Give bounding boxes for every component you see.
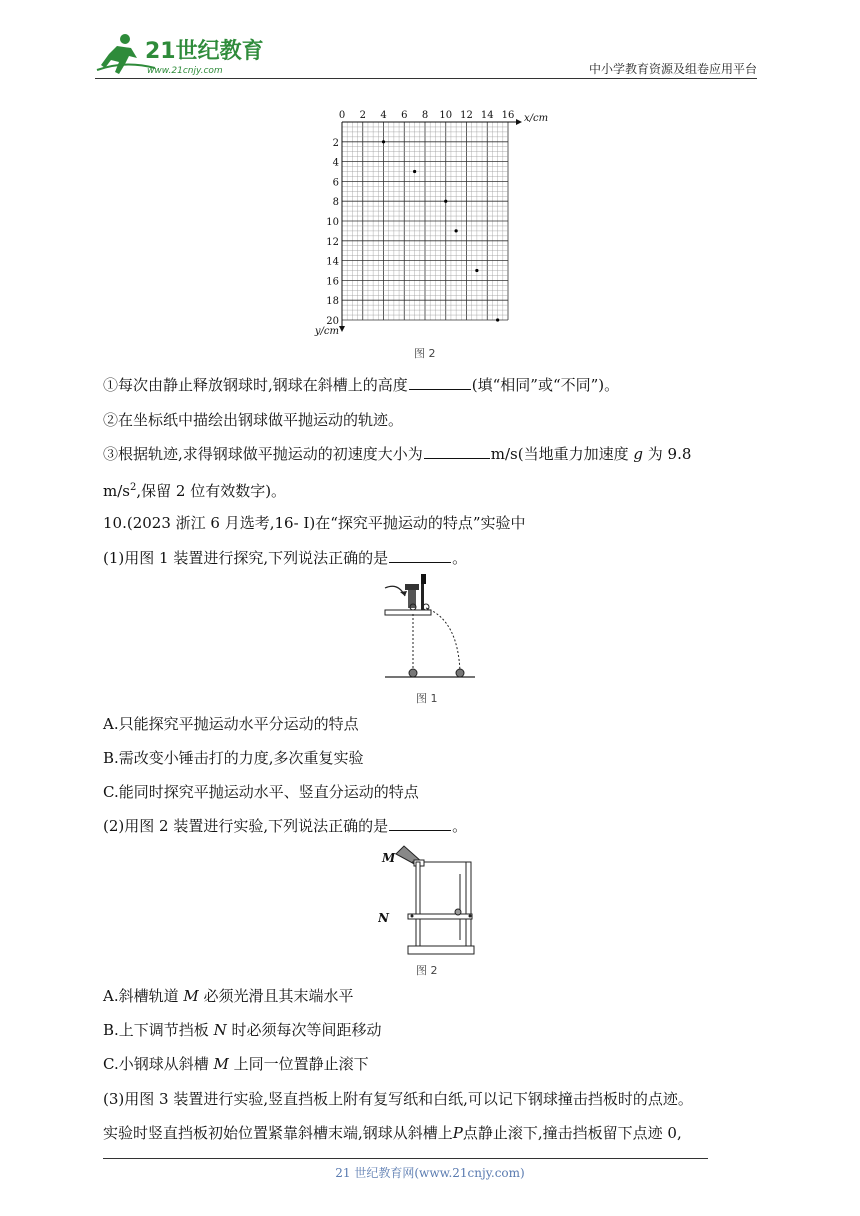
x-tick-label: 6	[401, 110, 408, 121]
y-axis-label: y/cm	[314, 326, 339, 337]
trajectory-point	[475, 269, 478, 272]
page-footer: 21 世纪教育网(www.21cnjy.com)	[335, 1166, 525, 1180]
q9-item3-post: 为 9.8	[647, 445, 692, 463]
x-tick-label: 0	[338, 110, 346, 121]
answer-blank[interactable]	[389, 548, 451, 563]
page-header	[95, 30, 757, 80]
n-symbol: N	[213, 1021, 227, 1039]
q10-part3-line1: (3)用图 3 装置进行实验,竖直挡板上附有复写纸和白纸,可以记下钢球撞击挡板时的点迹。	[103, 1090, 693, 1108]
g-symbol: g	[633, 445, 643, 463]
trajectory-point	[413, 170, 416, 173]
m-symbol: M	[183, 987, 199, 1005]
apparatus-figure-1	[380, 570, 480, 688]
x-axis-label: x/cm	[524, 113, 549, 124]
y-tick-label: 12	[326, 236, 339, 248]
header-rule	[95, 78, 757, 79]
option-a-text-end: 必须光滑且其末端水平	[203, 987, 354, 1005]
q10-part2-option-b[interactable]	[103, 1019, 382, 1041]
footer-rule	[103, 1158, 708, 1159]
q10-part1-option-b[interactable]: B.需改变小锤击打的力度,多次重复实验	[103, 749, 364, 767]
q10-title: 10.(2023 浙江 6 月选考,16- Ⅰ)在“探究平抛运动的特点”实验中	[103, 514, 526, 532]
y-tick-label: 18	[326, 296, 339, 308]
graph-caption: 图 2	[414, 347, 436, 360]
answer-blank[interactable]	[389, 816, 451, 831]
q10-part1-option-a[interactable]: A.只能探究平抛运动水平分运动的特点	[103, 715, 359, 733]
x-tick-label: 12	[460, 110, 473, 121]
y-tick-label: 8	[332, 197, 339, 209]
x-tick-label: 14	[480, 110, 494, 121]
trajectory-graph	[300, 104, 550, 340]
graph-grid	[339, 119, 522, 332]
p-symbol: P	[452, 1124, 463, 1142]
x-tick-label: 8	[421, 110, 429, 121]
q10-part2-option-a[interactable]	[103, 985, 354, 1007]
q10-part1	[103, 547, 467, 569]
y-tick-label: 4	[332, 157, 339, 169]
option-b-text-end: 时必须每次等间距移动	[231, 1021, 382, 1039]
figure-1-caption: 图 1	[416, 692, 438, 705]
q9-item3	[103, 443, 691, 465]
q9-item3-text: ③根据轨迹,求得钢球做平抛运动的初速度大小为	[103, 445, 423, 463]
x-tick-label: 10	[439, 110, 453, 121]
q10-part2	[103, 815, 467, 837]
x-tick-label: 16	[501, 110, 515, 121]
y-tick-label: 14	[326, 256, 339, 268]
site-logo	[95, 30, 285, 78]
q9-item3-mid: m/s(当地重力加速度	[490, 445, 629, 463]
q9-item3-line2	[103, 477, 286, 502]
q9-item2: ②在坐标纸中描绘出钢球做平抛运动的轨迹。	[103, 411, 404, 429]
part3-text-end: 点静止滚下,撞击挡板留下点迹 0,	[462, 1124, 682, 1142]
q9-item1-hint: (填“相同”或“不同”)。	[471, 376, 620, 394]
platform-name: 中小学教育资源及组卷应用平台	[588, 62, 757, 76]
option-c-text: C.小钢球从斜槽	[103, 1055, 209, 1073]
option-c-text-end: 上同一位置静止滚下	[233, 1055, 369, 1073]
q9-item3-line2-text: ,保留 2 位有效数字)。	[136, 482, 287, 500]
y-tick-label: 16	[326, 276, 339, 288]
option-b-text: B.上下调节挡板	[103, 1021, 209, 1039]
y-tick-label: 6	[332, 177, 339, 189]
q10-part2-text: (2)用图 2 装置进行实验,下列说法正确的是	[103, 817, 389, 835]
answer-blank[interactable]	[424, 444, 490, 459]
q10-part2-end: 。	[452, 817, 468, 835]
y-tick-label: 20	[326, 316, 339, 327]
m-symbol: M	[213, 1055, 229, 1073]
logo-text: 21世纪教育	[145, 39, 264, 64]
trajectory-point	[444, 200, 447, 203]
answer-blank[interactable]	[409, 375, 471, 390]
q10-part3-line2	[103, 1122, 682, 1144]
part3-text: 实验时竖直挡板初始位置紧靠斜槽末端,钢球从斜槽上	[103, 1124, 453, 1142]
q9-item1-text: ①每次由静止释放钢球时,钢球在斜槽上的高度	[103, 376, 408, 394]
option-a-text: A.斜槽轨道	[103, 987, 179, 1005]
label-m: M	[382, 851, 396, 865]
apparatus-figure-2	[378, 840, 488, 962]
figure-2-caption: 图 2	[416, 964, 438, 977]
q10-part1-text: (1)用图 1 装置进行探究,下列说法正确的是	[103, 549, 389, 567]
trajectory-point	[455, 229, 458, 232]
trajectory-point	[382, 140, 385, 143]
x-tick-label: 2	[359, 110, 366, 121]
x-tick-label: 4	[380, 110, 387, 121]
y-tick-label: 2	[332, 137, 339, 149]
y-tick-label: 10	[326, 217, 339, 228]
trajectory-point	[496, 318, 499, 321]
unit-superscript: 2	[129, 482, 137, 493]
q10-part1-end: 。	[452, 549, 468, 567]
label-n: N	[378, 911, 389, 925]
logo-url: www.21cnjy.com	[147, 66, 223, 76]
q9-item1	[103, 374, 619, 396]
q10-part1-option-c[interactable]: C.能同时探究平抛运动水平、竖直分运动的特点	[103, 783, 419, 801]
unit-text: m/s	[103, 482, 130, 500]
q10-part2-option-c[interactable]	[103, 1053, 369, 1075]
